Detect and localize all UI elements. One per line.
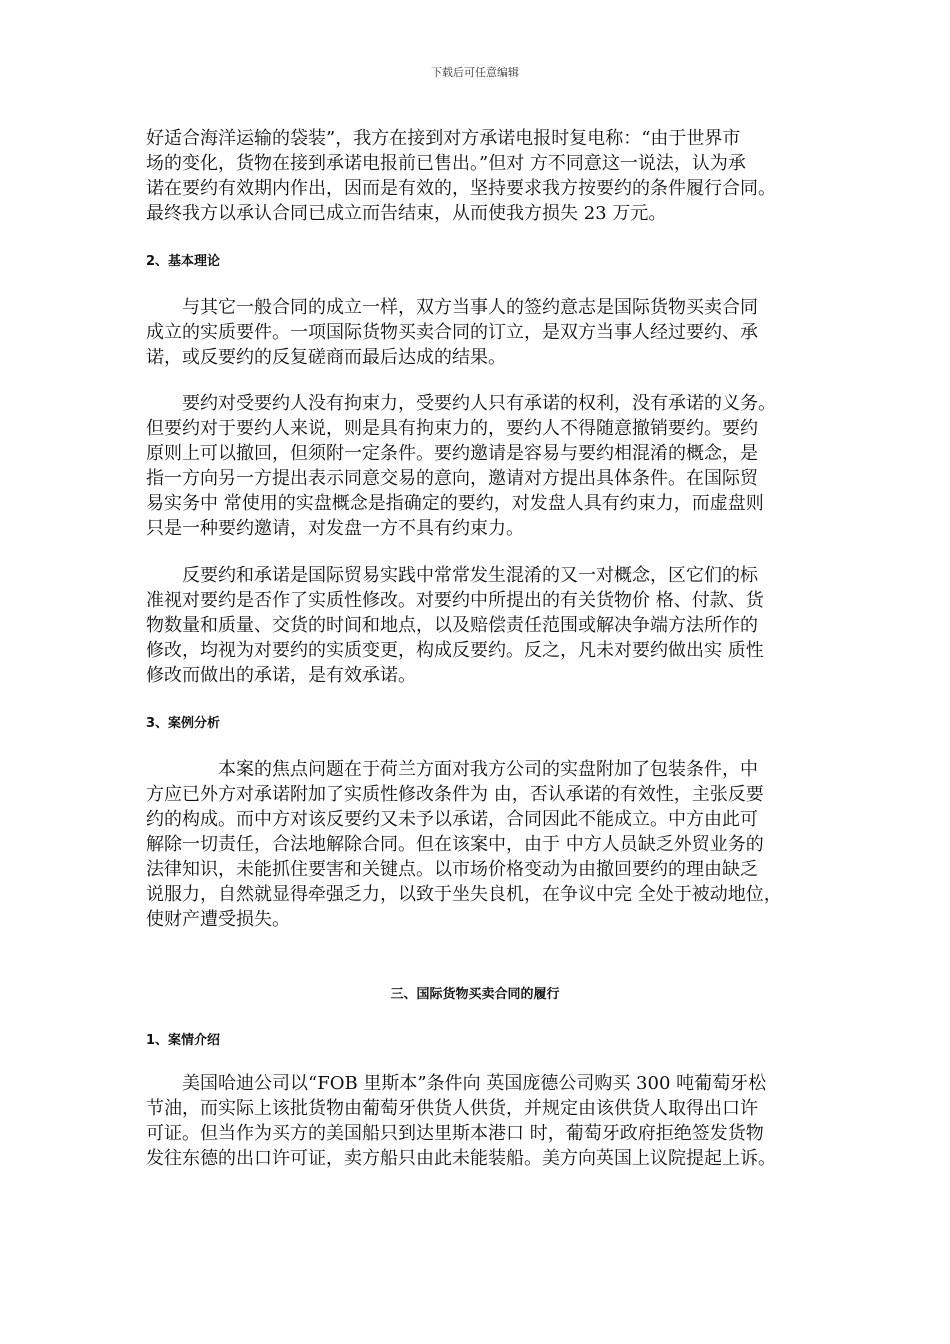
text-line: 易实务中 常使用的实盘概念是指确定的要约，对发盘人具有约束力，而虚盘则 (146, 493, 764, 514)
text-line: 方应已外方对承诺附加了实质性修改条件为 由，否认承诺的有效性，主张反要 (146, 784, 764, 805)
text-line: 最终我方以承认合同已成立而告结束，从而使我方损失 23 万元。 (146, 203, 667, 224)
text-line: 本案的焦点问题在于荷兰方面对我方公司的实盘附加了包装条件，中 (146, 759, 758, 780)
text-line: 指一方向另一方提出表示同意交易的意向，邀请对方提出具体条件。在国际贸 (146, 468, 758, 489)
paragraph-case-analysis (146, 757, 826, 932)
paragraph-case-introduction (146, 1071, 826, 1171)
paragraph-theory-3 (146, 563, 826, 688)
text-line: 只是一种要约邀请，对发盘一方不具有约束力。 (146, 518, 524, 539)
text-line: 场的变化，货物在接到承诺电报前已售出。”但对 方不同意这一说法，认为承 (146, 153, 746, 174)
text-line: 准视对要约是否作了实质性修改。对要约中所提出的有关货物价 格、付款、货 (146, 590, 764, 611)
text-line: 要约对受要约人没有拘束力，受要约人只有承诺的权利，没有承诺的义务。 (146, 393, 776, 414)
text-line: 使财产遭受损失。 (146, 909, 290, 930)
section-title-contract-performance: 三、国际货物买卖合同的履行 (390, 987, 560, 1002)
text-line: 修改而做出的承诺，是有效承诺。 (146, 665, 416, 686)
text-line: 物数量和质量、交货的时间和地点，以及赔偿责任范围或解决争端方法所作的 (146, 615, 758, 636)
text-line: 诺在要约有效期内作出，因而是有效的，坚持要求我方按要约的条件履行合同。 (146, 178, 776, 199)
paragraph-theory-1 (146, 295, 826, 370)
text-line: 成立的实质要件。一项国际货物买卖合同的订立，是双方当事人经过要约、承 (146, 322, 758, 343)
text-line: 节油，而实际上该批货物由葡萄牙供货人供货，并规定由该供货人取得出口许 (146, 1098, 758, 1119)
text-line: 约的构成。而中方对该反要约又未予以承诺，合同因此不能成立。中方由此可 (146, 809, 758, 830)
paragraph-case-background (146, 126, 826, 226)
text-line: 修改，均视为对要约的实质变更，构成反要约。反之，凡未对要约做出实 质性 (146, 640, 764, 661)
text-line: 发往东德的出口许可证，卖方船只由此未能装船。美方向英国上议院提起上诉。 (146, 1148, 776, 1169)
heading-case-introduction: 1、案情介绍 (146, 1033, 221, 1048)
text-line: 解除一切责任，合法地解除合同。但在该案中，由于 中方人员缺乏外贸业务的 (146, 834, 764, 855)
text-line: 法律知识，未能抓住要害和关键点。以市场价格变动为由撤回要约的理由缺乏 (146, 859, 758, 880)
text-line: 但要约对于要约人来说，则是具有拘束力的，要约人不得随意撤销要约。要约 (146, 418, 758, 439)
paragraph-theory-2 (146, 391, 826, 541)
text-line: 可证。但当作为买方的美国船只到达里斯本港口 时，葡萄牙政府拒绝签发货物 (146, 1123, 764, 1144)
heading-case-analysis: 3、案例分析 (146, 716, 221, 731)
page-header-note: 下载后可任意编辑 (431, 66, 519, 79)
text-line: 与其它一般合同的成立一样，双方当事人的签约意志是国际货物买卖合同 (146, 297, 758, 318)
heading-basic-theory: 2、基本理论 (146, 254, 221, 269)
text-line: 原则上可以撤回，但须附一定条件。要约邀请是容易与要约相混淆的概念，是 (146, 443, 758, 464)
text-line: 反要约和承诺是国际贸易实践中常常发生混淆的又一对概念，区它们的标 (146, 565, 758, 586)
text-line: 诺，或反要约的反复磋商而最后达成的结果。 (146, 347, 506, 368)
text-line: 好适合海洋运输的袋装”，我方在接到对方承诺电报时复电称：“由于世界市 (146, 128, 741, 149)
text-line: 说服力，自然就显得牵强乏力，以致于坐失良机，在争议中完 全处于被动地位， (146, 884, 782, 905)
text-line: 美国哈迪公司以“FOB 里斯本”条件向 英国庞德公司购买 300 吨葡萄牙松 (146, 1073, 767, 1094)
